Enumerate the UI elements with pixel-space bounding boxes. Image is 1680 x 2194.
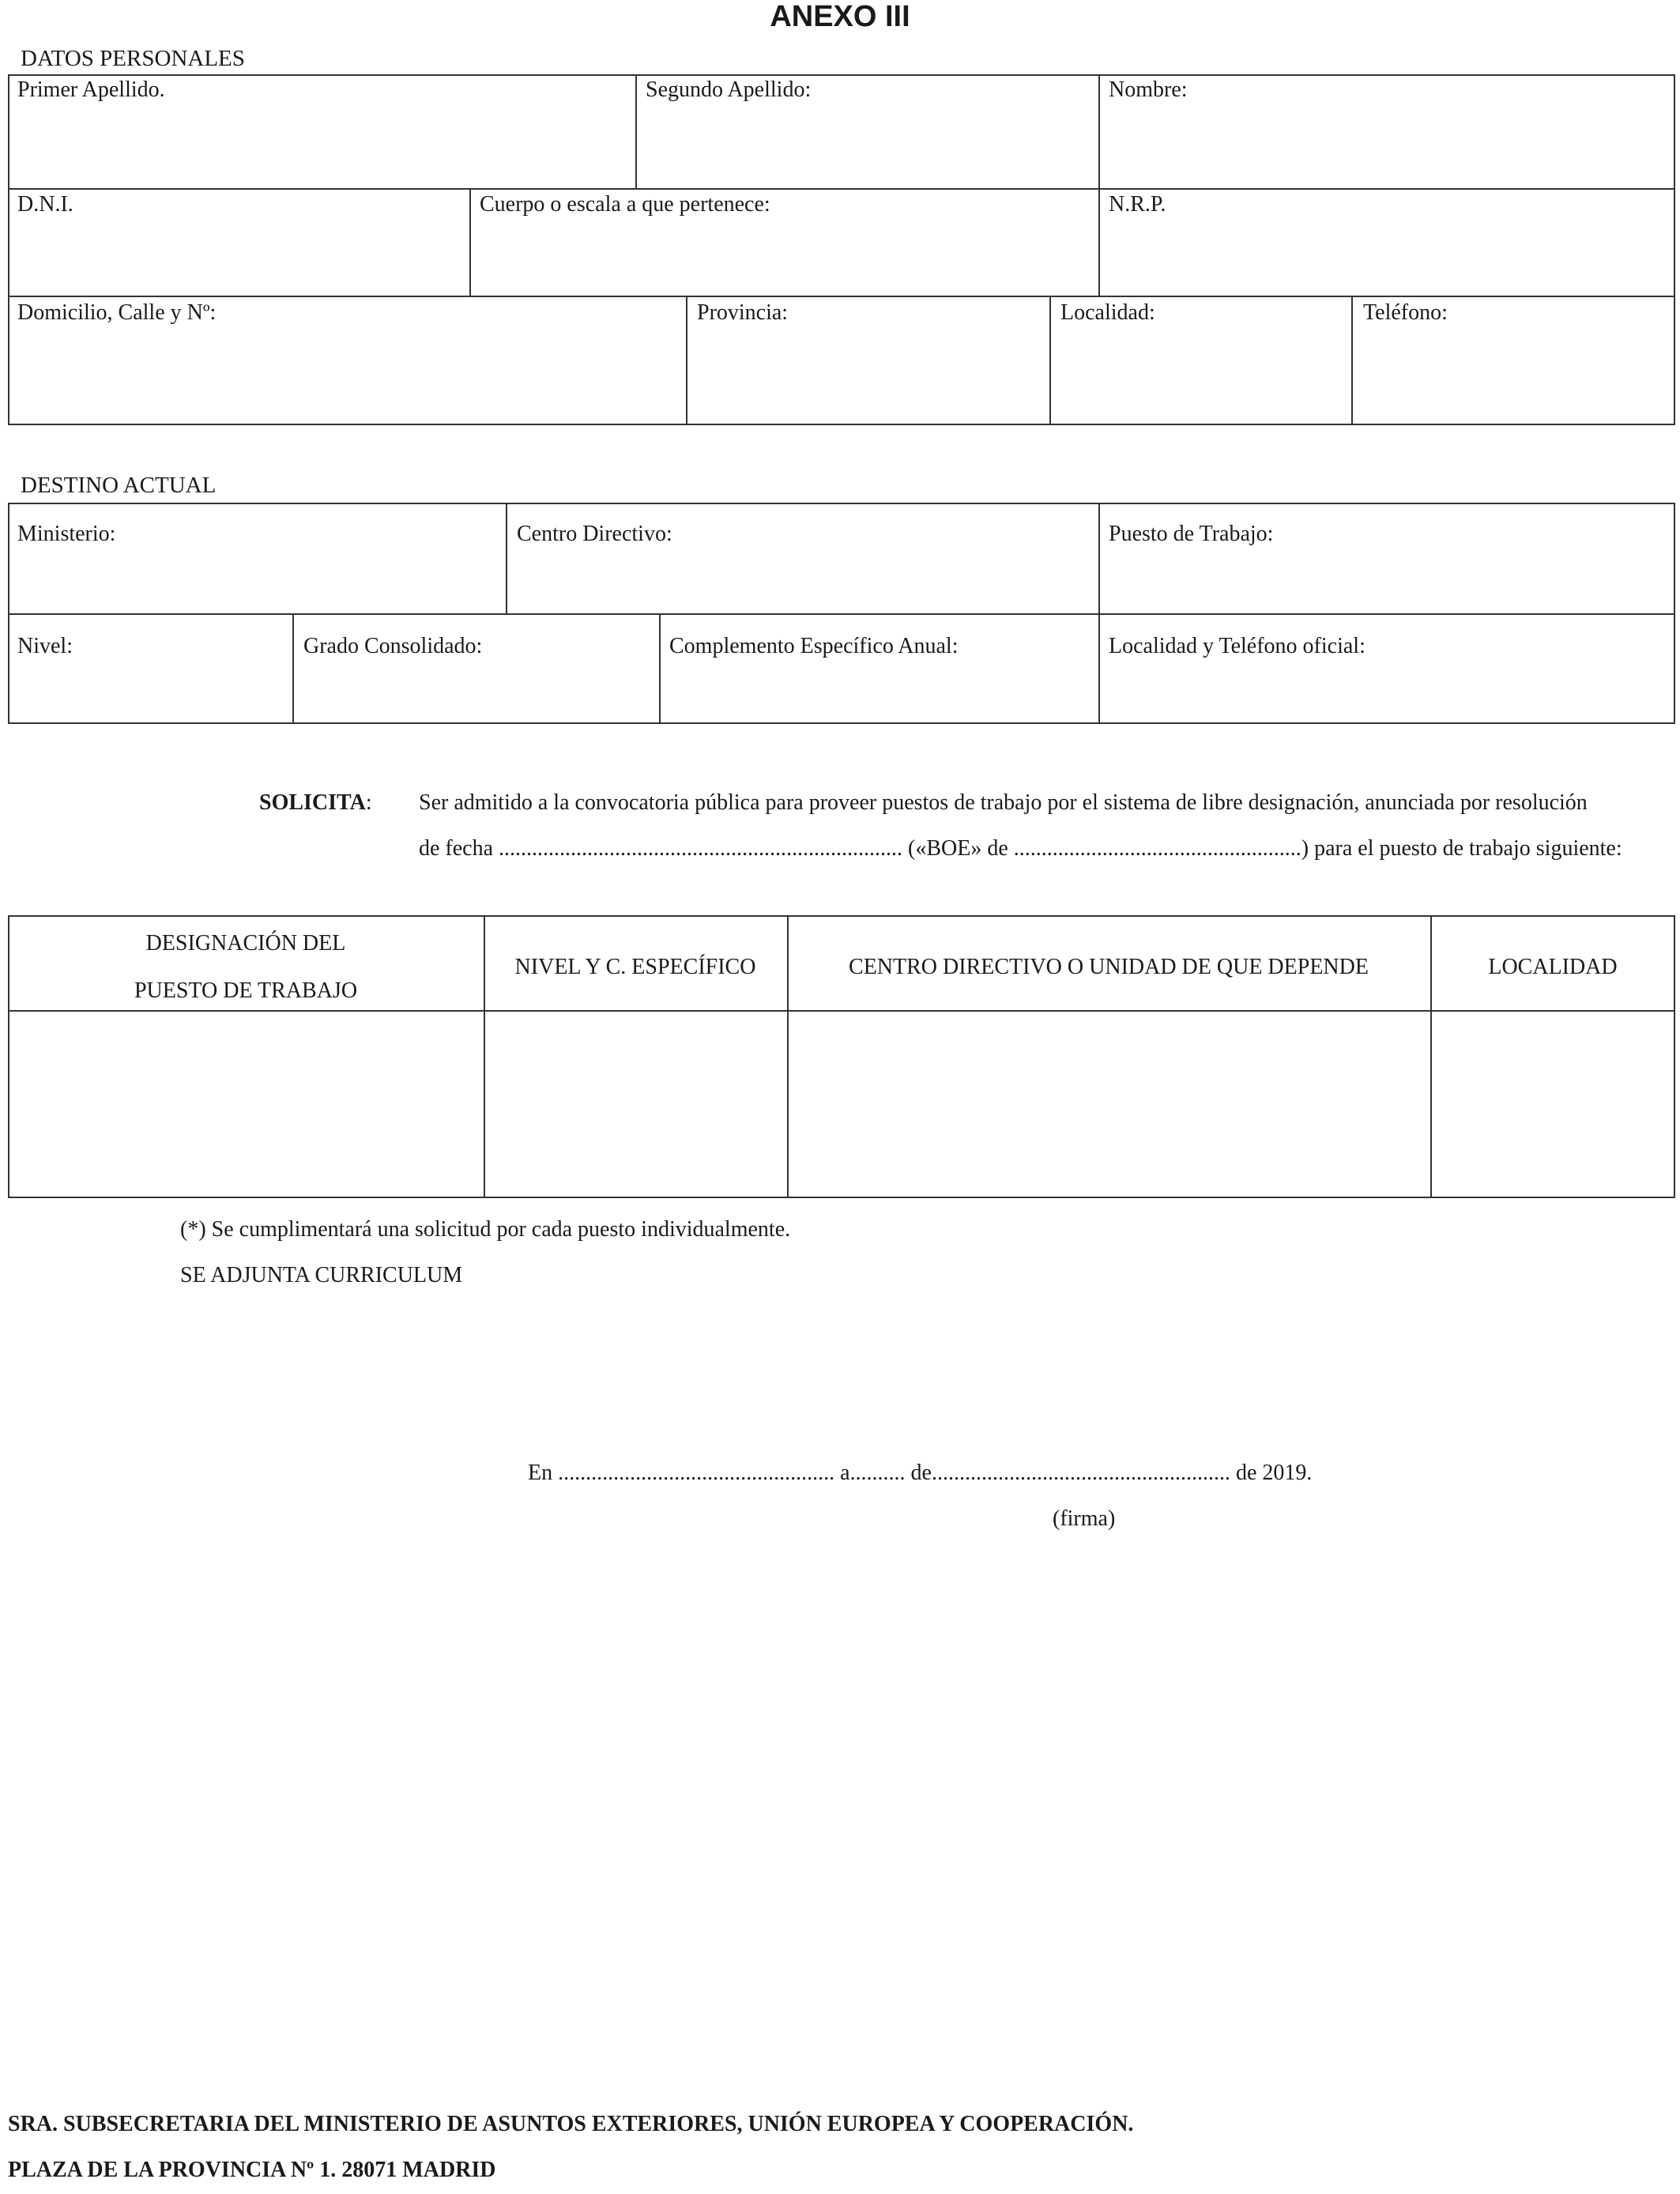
personal-col-divider: [1351, 296, 1353, 425]
table-header-designacion-line1: DESIGNACIÓN DEL: [145, 931, 346, 956]
personal-col-divider: [686, 296, 687, 425]
note-individual-request: (*) Se cumplimentará una solicitud por cada puesto individualmente.: [180, 1217, 791, 1242]
table-header-nivel: NIVEL Y C. ESPECÍFICO: [514, 955, 756, 979]
localidad-telefono-field[interactable]: Localidad y Teléfono oficial:: [1109, 634, 1365, 658]
segundo-apellido-field[interactable]: Segundo Apellido:: [646, 77, 812, 102]
puesto-trabajo-field[interactable]: Puesto de Trabajo:: [1109, 522, 1274, 546]
nrp-field[interactable]: N.R.P.: [1109, 192, 1166, 217]
ministerio-field[interactable]: Ministerio:: [17, 522, 116, 546]
signature-place-date-line[interactable]: En .................................................. a.......... de...................................................... de 2019.: [528, 1461, 1313, 1485]
personal-col-divider: [1098, 74, 1100, 296]
cell-centro-input[interactable]: [789, 1012, 1429, 1197]
cell-designacion-input[interactable]: [9, 1012, 482, 1197]
cuerpo-escala-field[interactable]: Cuerpo o escala a que pertenece:: [480, 192, 770, 217]
destino-col-divider: [659, 613, 661, 724]
table-header-centro: CENTRO DIRECTIVO O UNIDAD DE QUE DEPENDE: [849, 955, 1369, 979]
localidad-field[interactable]: Localidad:: [1060, 300, 1155, 325]
destino-col-divider: [506, 503, 507, 613]
signature-label: (firma): [1053, 1506, 1116, 1531]
note-attach-curriculum: SE ADJUNTA CURRICULUM: [180, 1263, 463, 1287]
complemento-especifico-field[interactable]: Complemento Específico Anual:: [669, 634, 959, 658]
nivel-field[interactable]: Nivel:: [17, 634, 73, 658]
cell-localidad-input[interactable]: [1432, 1012, 1674, 1197]
nombre-field[interactable]: Nombre:: [1109, 77, 1188, 102]
page-title: ANEXO III: [770, 0, 910, 33]
solicita-text-line-2: de fecha ......................................................................... («BOE» de ....................................................) para el puesto de trabajo siguiente:: [419, 836, 1622, 861]
section-destino-title: DESTINO ACTUAL: [21, 473, 217, 498]
telefono-field[interactable]: Teléfono:: [1363, 300, 1448, 325]
solicita-text-line-1: Ser admitido a la convocatoria pública para proveer puestos de trabajo por el sistema de libre designación, anunciada por resolución: [419, 790, 1588, 815]
primer-apellido-field[interactable]: Primer Apellido.: [17, 77, 165, 102]
footer-recipient: SRA. SUBSECRETARIA DEL MINISTERIO DE ASUNTOS EXTERIORES, UNIÓN EUROPEA Y COOPERACIÓN.: [8, 2112, 1134, 2136]
destino-col-divider: [1098, 503, 1100, 724]
section-personal-title: DATOS PERSONALES: [21, 46, 245, 71]
destino-col-divider: [292, 613, 294, 724]
solicita-label: SOLICITA:: [259, 790, 372, 815]
personal-data-box: [8, 74, 1675, 425]
dni-field[interactable]: D.N.I.: [17, 192, 73, 217]
centro-directivo-field[interactable]: Centro Directivo:: [517, 522, 672, 546]
personal-col-divider: [469, 188, 471, 296]
cell-nivel-input[interactable]: [485, 1012, 785, 1197]
provincia-field[interactable]: Provincia:: [697, 300, 789, 325]
table-header-designacion-line2: PUESTO DE TRABAJO: [134, 978, 358, 1003]
personal-col-divider: [1049, 296, 1051, 425]
personal-row-divider-1: [8, 188, 1675, 190]
personal-col-divider: [635, 74, 637, 188]
table-header-localidad: LOCALIDAD: [1488, 955, 1618, 979]
footer-address: PLAZA DE LA PROVINCIA Nº 1. 28071 MADRID: [8, 2158, 496, 2182]
destino-row-divider: [8, 613, 1675, 615]
personal-row-divider-2: [8, 296, 1675, 297]
grado-consolidado-field[interactable]: Grado Consolidado:: [303, 634, 483, 658]
domicilio-field[interactable]: Domicilio, Calle y Nº:: [17, 300, 217, 325]
